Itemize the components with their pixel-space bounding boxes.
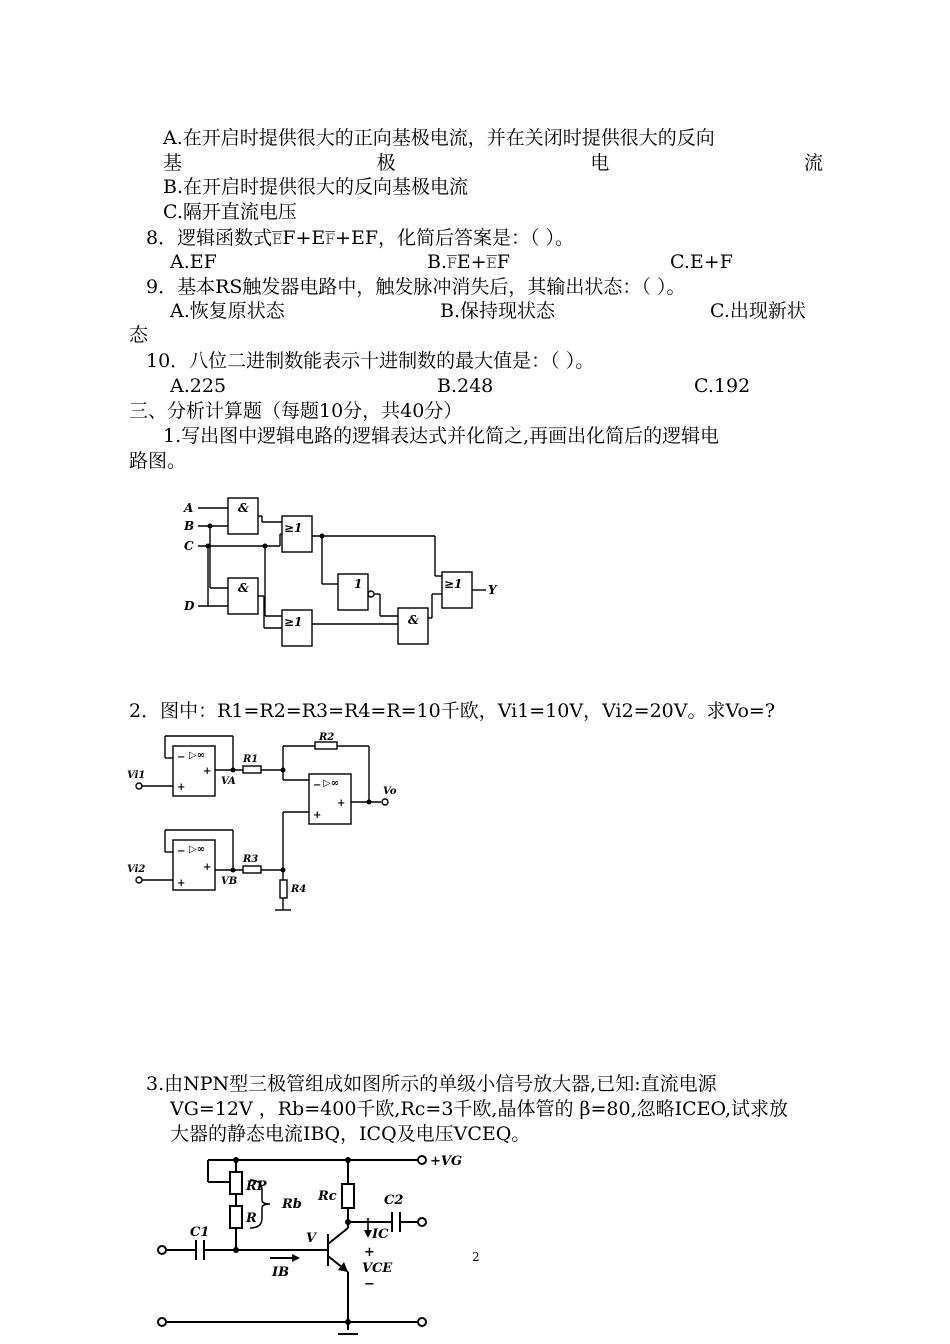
opamp-label-vb: VB: [221, 876, 238, 887]
opamp-minus-1: −: [177, 752, 186, 763]
q9-option-b: B.保持现状态: [440, 300, 556, 322]
logic-input-d: D: [184, 599, 195, 613]
bjt-amplifier-diagram: [150, 1148, 480, 1344]
logic-gate-and3: &: [408, 613, 419, 627]
opamp-symbol-2: ▷∞: [323, 778, 340, 789]
opamp-label-vo: Vo: [383, 786, 397, 797]
q7-option-c: C.隔开直流电压: [163, 201, 297, 223]
bjt-label-vce: VCE: [362, 1261, 393, 1276]
problem1-line1: 1.写出图中逻辑电路的逻辑表达式并化简之,再画出化简后的逻辑电: [163, 425, 720, 447]
bjt-label-vg: +VG: [430, 1154, 463, 1169]
logic-gate-or2: ≥1: [284, 615, 303, 629]
q7-option-a-char: 极: [376, 152, 396, 174]
q8-option-c: C.E+F: [670, 251, 733, 273]
bjt-label-rb: Rb: [282, 1197, 302, 1212]
page-number: 2: [472, 1250, 480, 1264]
opamp-label-r1: R1: [243, 754, 259, 765]
logic-gate-and2: &: [238, 581, 249, 595]
opamp-plus-2b: +: [313, 810, 322, 821]
q10-option-c: C.192: [694, 375, 751, 397]
q10-stem: 10．八位二进制数能表示十进制数的最大值是：（ ）。: [146, 350, 595, 372]
q8-e-bar: $\overline{E}$: [272, 232, 283, 248]
opamp-symbol-1: ▷∞: [189, 750, 206, 761]
logic-gate-or3: ≥1: [444, 577, 463, 591]
q7-option-a-char: 基: [163, 152, 183, 174]
problem3-line2: VG=12V ，Rb=400千欧,Rc=3千欧,晶体管的 β=80,忽略ICEO,试求放: [170, 1098, 789, 1120]
q8-suffix: +EF，化简后答案是：（ ）。: [335, 227, 575, 249]
q8-mid: F+E: [282, 227, 326, 249]
opamp-plus-2a: +: [337, 798, 346, 809]
logic-output-y: Y: [488, 583, 497, 597]
opamp-plus-3a: +: [203, 862, 212, 873]
opamp-minus-2: −: [313, 780, 322, 791]
q8-f-bar: $\overline{F}$: [325, 232, 336, 248]
bjt-label-ic: IC: [372, 1227, 389, 1242]
opamp-plus-3b: +: [177, 878, 186, 889]
bjt-label-c1: C1: [190, 1225, 210, 1240]
opamp-label-vi1: Vi1: [127, 770, 146, 781]
section3-title: 三、分析计算题（每题10分，共40分）: [129, 400, 463, 422]
q10-option-a: A.225: [170, 375, 227, 397]
problem2-stem: 2．图中：R1=R2=R3=R4=R=10千欧，Vi1=10V，Vi2=20V。求Vo=?: [129, 700, 776, 722]
problem3-line1: 3.由NPN型三极管组成如图所示的单级小信号放大器,已知:直流电源: [146, 1073, 717, 1095]
bjt-label-r: R: [246, 1211, 257, 1226]
logic-gate-not: 1: [354, 577, 363, 591]
problem1-line2: 路图。: [129, 450, 187, 472]
opamp-label-r4: R4: [291, 884, 307, 895]
logic-circuit-diagram: [180, 490, 510, 660]
q8-b-mid: E+: [456, 251, 487, 273]
bjt-label-minus: −: [364, 1277, 375, 1292]
q9-stem: 9．基本RS触发器电路中，触发脉冲消失后，其输出状态：（ ）。: [146, 276, 686, 298]
problem3-line3: 大器的静态电流IBQ，ICQ及电压VCEQ。: [170, 1123, 531, 1145]
q8-prefix: 8．逻辑函数式: [146, 227, 273, 249]
q7-option-a-char: 电: [590, 152, 610, 174]
q8-b-fbar: $\overline{F}$: [447, 256, 457, 272]
logic-input-b: B: [184, 519, 195, 533]
q8-stem: [146, 226, 574, 252]
bjt-label-rc: Rc: [318, 1189, 337, 1204]
bjt-label-rp: RP: [246, 1179, 267, 1194]
q8-b-pre: B.: [427, 251, 448, 273]
q10-option-b: B.248: [437, 375, 494, 397]
opamp-label-vi2: Vi2: [127, 864, 146, 875]
q8-option-b: [427, 250, 510, 276]
bjt-label-v: V: [306, 1231, 317, 1246]
opamp-plus-1b: +: [177, 782, 186, 793]
q9-option-a: A.恢复原状态: [170, 300, 285, 322]
q7-option-a-char: 流: [803, 152, 823, 174]
opamp-symbol-3: ▷∞: [189, 844, 206, 855]
bjt-label-ib: IB: [272, 1265, 290, 1280]
opamp-plus-1a: +: [203, 766, 212, 777]
logic-input-a: A: [184, 501, 194, 515]
logic-gate-and1: &: [238, 501, 249, 515]
opamp-circuit-diagram: [125, 730, 415, 920]
bjt-label-plus: +: [364, 1245, 375, 1260]
logic-gate-or1: ≥1: [284, 521, 303, 535]
q9-option-c: C.出现新状: [710, 300, 806, 322]
opamp-minus-3: −: [177, 846, 186, 857]
bjt-label-c2: C2: [384, 1193, 404, 1208]
opamp-label-r3: R3: [243, 854, 259, 865]
opamp-label-r2: R2: [319, 732, 335, 743]
q8-b-ebar: $\overline{E}$: [486, 256, 497, 272]
q7-option-b: B.在开启时提供很大的反向基极电流: [163, 176, 469, 198]
opamp-label-va: VA: [221, 776, 236, 787]
q7-option-a-line1: A.在开启时提供很大的正向基极电流，并在关闭时提供很大的反向: [163, 127, 715, 149]
q8-b-end: F: [496, 251, 510, 273]
q7-option-a-line2: [163, 151, 823, 175]
q9-option-c-wrap: 态: [129, 324, 149, 346]
logic-input-c: C: [184, 539, 194, 553]
q8-option-a: A.EF: [170, 251, 217, 273]
